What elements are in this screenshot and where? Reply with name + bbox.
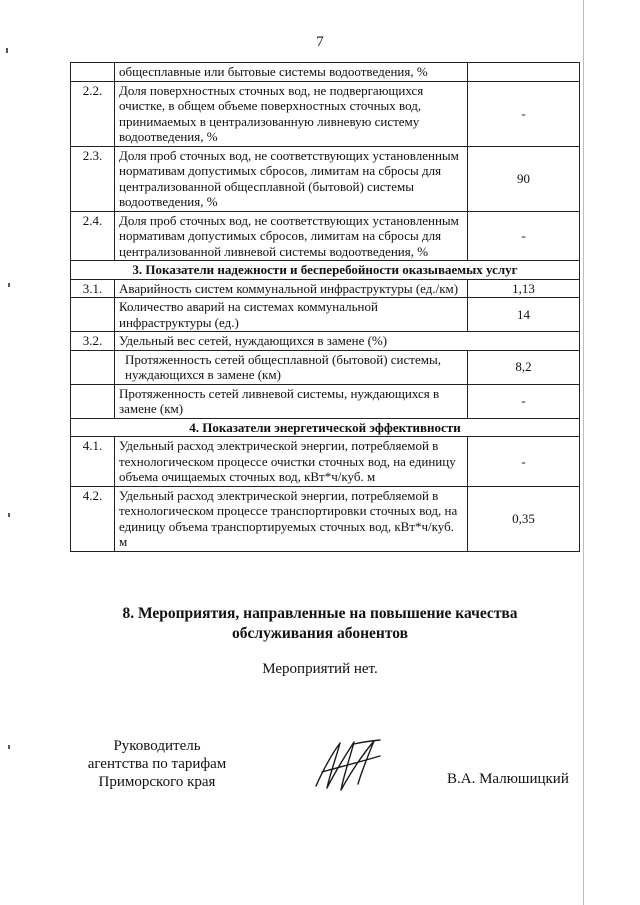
indicator-value: 8,2 [468,350,580,384]
indicator-text: Удельный вес сетей, нуждающихся в замене (%) [115,332,580,351]
row-number: 4.2. [71,486,115,551]
table-section-row [71,418,580,437]
indicator-value [468,63,580,82]
table-row [71,437,580,487]
table-row [71,332,580,351]
scan-edge-mark [8,283,10,287]
indicator-text: Аварийность систем коммунальной инфраструктуры (ед./км) [115,279,468,298]
row-number [71,384,115,418]
row-number: 3.1. [71,279,115,298]
section-8-title-line: 8. Мероприятия, направленные на повышение качества [122,605,518,622]
indicator-text: Удельный расход электрической энергии, потребляемой в технологическом процессе очистки сточных вод, на единицу объема очищаемых сточных вод, кВт*ч/куб. м [115,437,468,487]
indicator-text: Количество аварий на системах коммунальной инфраструктуры (ед.) [115,298,468,332]
indicator-text: Протяженность сетей ливневой системы, нуждающихся в замене (км) [115,384,468,418]
scan-edge-mark [6,48,8,53]
row-number: 2.3. [71,146,115,211]
indicator-text: Удельный расход электрической энергии, потребляемой в технологическом процессе транспортировки сточных вод, на единицу объема транспортируемых сточных вод, кВт*ч/куб. м [115,486,468,551]
table-row [71,146,580,211]
table-row [71,298,580,332]
row-number [71,298,115,332]
signatory-position [82,737,232,791]
scan-edge-line [583,0,584,905]
section-header: 3. Показатели надежности и бесперебойности оказываемых услуг [71,261,580,280]
indicator-value: 90 [468,146,580,211]
row-number: 3.2. [71,332,115,351]
row-number: 2.2. [71,81,115,146]
row-number: 4.1. [71,437,115,487]
indicator-text: Протяженность сетей общесплавной (бытовой) системы, нуждающихся в замене (км) [115,350,468,384]
indicator-value: 14 [468,298,580,332]
table-row [71,486,580,551]
table-row [71,384,580,418]
table-row [71,279,580,298]
scan-edge-mark [8,513,10,517]
row-number [71,63,115,82]
page-number: 7 [316,34,324,50]
section-8-note: Мероприятий нет. [262,661,378,677]
indicator-value: 1,13 [468,279,580,298]
signatory-name: В.А. Малюшицкий [447,771,569,787]
indicator-value: - [468,81,580,146]
indicator-value: 0,35 [468,486,580,551]
handwritten-signature [310,738,390,794]
position-line: Приморского края [98,774,216,790]
section-8-title [0,604,640,644]
indicator-value: - [468,211,580,261]
table-row [71,81,580,146]
position-line: агентства по тарифам [87,756,227,772]
indicator-text: общесплавные или бытовые системы водоотведения, % [115,63,468,82]
indicator-value: - [468,384,580,418]
indicator-text: Доля поверхностных сточных вод, не подвергающихся очистке, в общем объеме поверхностных сточных вод, принимаемых в централизованную ливневую систему водоотведения, % [115,81,468,146]
table-section-row [71,261,580,280]
scan-edge-mark [8,745,10,749]
indicator-text: Доля проб сточных вод, не соответствующих установленным нормативам допустимых сбросов, лимитам на сбросы для централизованной ливневой системы водоотведения, % [115,211,468,261]
row-number [71,350,115,384]
section-header: 4. Показатели энергетической эффективности [71,418,580,437]
table-row [71,211,580,261]
indicator-value: - [468,437,580,487]
table-row [71,63,580,82]
section-8-title-line: обслуживания абонентов [232,625,408,642]
row-number: 2.4. [71,211,115,261]
position-line: Руководитель [113,738,201,754]
indicators-table [70,62,580,552]
table-row [71,350,580,384]
indicator-text: Доля проб сточных вод, не соответствующих установленным нормативам допустимых сбросов, лимитам на сбросы для централизованной общесплавной (бытовой) системы водоотведения, % [115,146,468,211]
